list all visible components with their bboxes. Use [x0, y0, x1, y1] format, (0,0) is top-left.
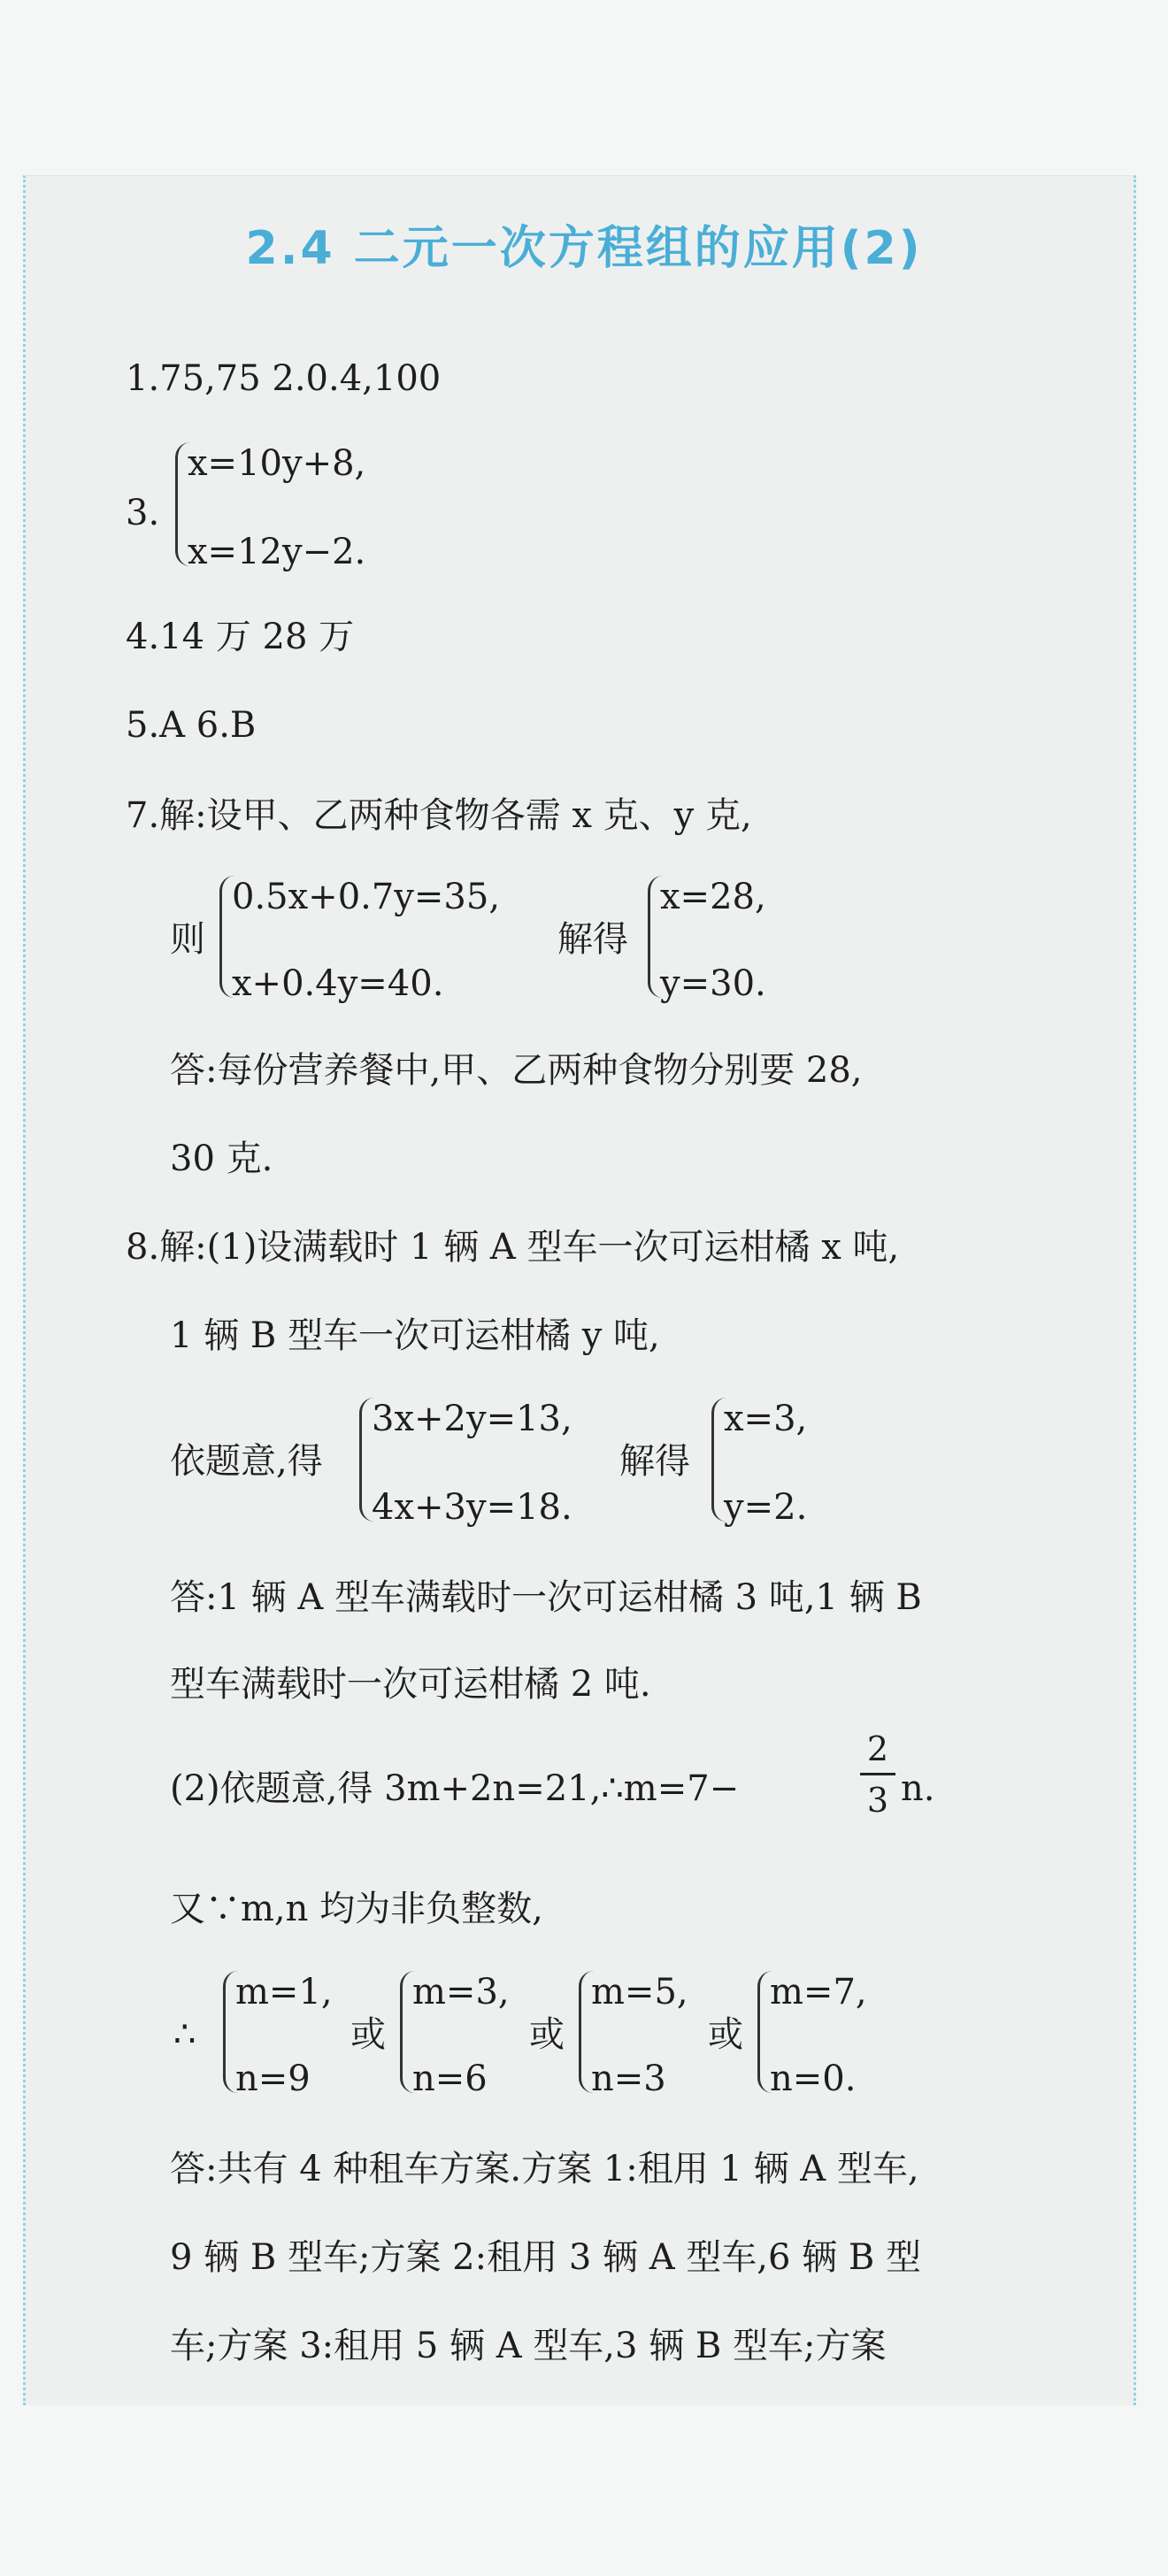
q7-ze: 则	[170, 919, 205, 960]
q8-part2-end: n.	[901, 1768, 935, 1809]
or-3: 或	[708, 2014, 743, 2055]
q8-setup-2: 1 辆 B 型车一次可运柑橘 y 吨,	[170, 1315, 660, 1356]
q8-result-x: x=3,	[724, 1399, 808, 1439]
section-title: 2.4 二元一次方程组的应用(2)	[245, 222, 923, 275]
q8-integer-note: 又∵m,n 均为非负整数,	[170, 1889, 543, 1929]
q7-setup: 7.解:设甲、乙两种食物各需 x 克、y 克,	[126, 795, 752, 836]
case-2-n: n=6	[412, 2058, 488, 2099]
q7-answer-2: 30 克.	[170, 1138, 273, 1179]
therefore-symbol: ∴	[173, 2014, 196, 2055]
case-4-m: m=7,	[770, 1972, 867, 2012]
q8-system-eq2: 4x+3y=18.	[372, 1487, 572, 1528]
q3-eq2: x=12y−2.	[188, 532, 366, 572]
final-answer-3: 车;方案 3:租用 5 辆 A 型车,3 辆 B 型车;方案	[170, 2326, 887, 2366]
q8-answer-2: 型车满载时一次可运柑橘 2 吨.	[170, 1664, 651, 1705]
q3-eq1: x=10y+8,	[188, 443, 366, 484]
q8-answer-1: 答:1 辆 A 型车满载时一次可运柑橘 3 吨,1 辆 B	[170, 1577, 922, 1618]
q8-system-eq1: 3x+2y=13,	[372, 1399, 572, 1439]
fraction-denominator: 3	[866, 1781, 889, 1820]
or-1: 或	[350, 2014, 386, 2055]
case-4-n: n=0.	[770, 2058, 857, 2099]
q8-yi: 依题意,得	[170, 1441, 323, 1482]
case-1-n: n=9	[235, 2058, 311, 2099]
final-answer-1: 答:共有 4 种租车方案.方案 1:租用 1 辆 A 型车,	[170, 2149, 919, 2189]
q7-result-y: y=30.	[660, 963, 766, 1004]
q8-result-y: y=2.	[724, 1487, 808, 1528]
fraction-numerator: 2	[866, 1729, 889, 1768]
case-3-m: m=5,	[591, 1972, 688, 2012]
answer-4: 4.14 万 28 万	[126, 617, 355, 657]
answers-5-6: 5.A 6.B	[126, 705, 257, 746]
q7-system-eq1: 0.5x+0.7y=35,	[232, 877, 501, 917]
q8-setup-1: 8.解:(1)设满载时 1 辆 A 型车一次可运柑橘 x 吨,	[126, 1227, 900, 1268]
or-2: 或	[529, 2014, 565, 2055]
case-2-m: m=3,	[412, 1972, 510, 2012]
final-answer-2: 9 辆 B 型车;方案 2:租用 3 辆 A 型车,6 辆 B 型	[170, 2237, 922, 2278]
q7-system-eq2: x+0.4y=40.	[232, 963, 444, 1004]
answers-1-2: 1.75,75 2.0.4,100	[126, 358, 442, 399]
q8-part2: (2)依题意,得 3m+2n=21,∴m=7−	[170, 1768, 740, 1809]
q7-answer-1: 答:每份营养餐中,甲、乙两种食物分别要 28,	[170, 1050, 863, 1091]
fraction-bar	[860, 1773, 895, 1775]
case-1-m: m=1,	[235, 1972, 333, 2012]
case-3-n: n=3	[591, 2058, 666, 2099]
q7-jiede: 解得	[557, 919, 628, 960]
q8-jiede: 解得	[619, 1441, 690, 1482]
q3-number: 3.	[126, 493, 160, 533]
q7-result-x: x=28,	[660, 877, 766, 917]
